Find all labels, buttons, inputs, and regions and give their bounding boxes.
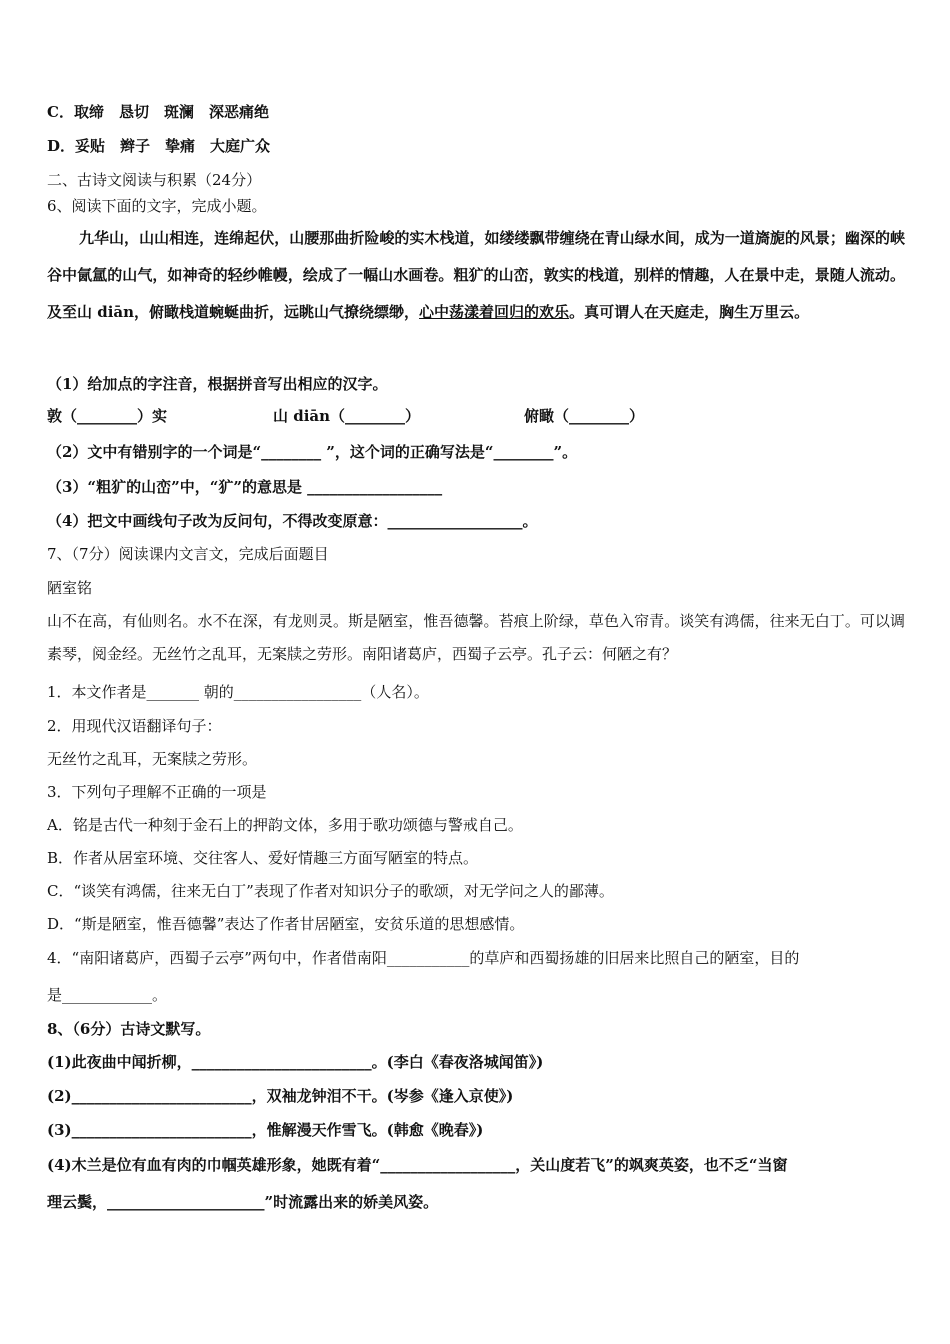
pinyin-item-2: 山 diān（________） <box>273 407 421 425</box>
q7-q1: 1．本文作者是_______ 朝的_________________（人名）。 <box>47 683 429 701</box>
q7-q3-option-d: D．“斯是陋室，惟吾德馨”表达了作者甘居陋室，安贫乐道的思想感情。 <box>47 915 525 933</box>
q8-item-1: (1)此夜曲中闻折柳，________________________。(李白《春夜洛城闻笛》) <box>47 1053 544 1071</box>
option-c: C．取缔 恳切 斑澜 深恶痛绝 <box>47 103 269 121</box>
q6-title: 6、阅读下面的文字，完成小题。 <box>47 197 267 215</box>
q7-text: 山不在高，有仙则名。水不在深，有龙则灵。斯是陋室，惟吾德馨。苔痕上阶绿，草色入帘青。谈笑有鸿儒，往来无白丁。可以调素琴，阅金经。无丝竹之乱耳，无案牍之劳形。南阳诸葛庐，西蜀子云亭。孔子云：何陋之有？ <box>47 612 905 663</box>
q8-item-4-line2: 理云鬓，_____________________”时流露出来的娇美风姿。 <box>47 1193 439 1211</box>
q7-q4-line1: 4．“南阳诸葛庐，西蜀子云亭”两句中，作者借南阳___________的草庐和西蜀扬雄的旧居来比照自己的陋室，目的 <box>47 949 800 967</box>
q7-q3: 3．下列句子理解不正确的一项是 <box>47 783 267 801</box>
q8-item-2: (2)________________________，双袖龙钟泪不干。(岑参《逢入京使》) <box>47 1087 514 1105</box>
q6-sub4: （4）把文中画线句子改为反问句，不得改变原意：__________________。 <box>47 512 538 530</box>
q7-q3-option-c: C．“谈笑有鸿儒，往来无白丁”表现了作者对知识分子的歌颂，对无学问之人的鄙薄。 <box>47 882 614 900</box>
q6-sub3: （3）“粗犷的山峦”中，“犷”的意思是 __________________ <box>47 478 443 496</box>
q6-sub1: （1）给加点的字注音，根据拼音写出相应的汉字。 <box>47 375 388 393</box>
pinyin-item-1: 敦（________）实 <box>47 407 168 425</box>
q6-passage-part1: 九华山，山山相连，连绵起伏，山腰那曲折险峻的实木栈道，如缕缕飘带缠绕在青山绿水间，成为一道旖旎的风景；幽深的峡谷中氤氲的山气，如神奇的轻纱帷幔，绘成了一幅山水画卷。粗犷的山峦，敦实的栈道，别样的情趣，人在景中走，景随人流动。及至山 diān，俯瞰栈道蜿蜒曲折，远眺山气撩绕缥缈， <box>47 229 905 321</box>
q6-underlined-sentence: 心中荡漾着回归的欢乐 <box>419 303 570 321</box>
q8-item-4-line1: (4)木兰是位有血有肉的巾帼英雄形象，她既有着“__________________，关山度若飞”的飒爽英姿，也不乏“当窗 <box>47 1156 788 1174</box>
q8-item-3: (3)________________________，惟解漫天作雪飞。(韩愈《晚春》) <box>47 1121 484 1139</box>
q7-q3-option-b: B．作者从居室环境、交往客人、爱好情趣三方面写陋室的特点。 <box>47 849 479 867</box>
option-d: D．妥贴 辫子 挚痛 大庭广众 <box>47 137 271 155</box>
q6-passage-part2: 。真可谓人在天庭走，胸生万里云。 <box>569 303 810 321</box>
q8-title: 8、（6分）古诗文默写。 <box>47 1020 211 1038</box>
q6-passage <box>47 220 905 331</box>
q7-q2: 2．用现代汉语翻译句子： <box>47 717 222 735</box>
pinyin-item-3: 俯瞰（________） <box>524 407 645 425</box>
q7-q4-line2: 是____________。 <box>47 986 168 1004</box>
q7-q2-sentence: 无丝竹之乱耳，无案牍之劳形。 <box>47 750 258 768</box>
q7-title: 7、（7分）阅读课内文言文，完成后面题目 <box>47 545 329 563</box>
q7-text-title: 陋室铭 <box>47 579 93 597</box>
q6-sub2: （2）文中有错别字的一个词是“________ ”，这个词的正确写法是“________”。 <box>47 443 578 461</box>
q7-q3-option-a: A．铭是古代一种刻于金石上的押韵文体，多用于歌功颂德与警戒自己。 <box>47 816 523 834</box>
section-title: 二、古诗文阅读与积累（24分） <box>47 171 262 189</box>
